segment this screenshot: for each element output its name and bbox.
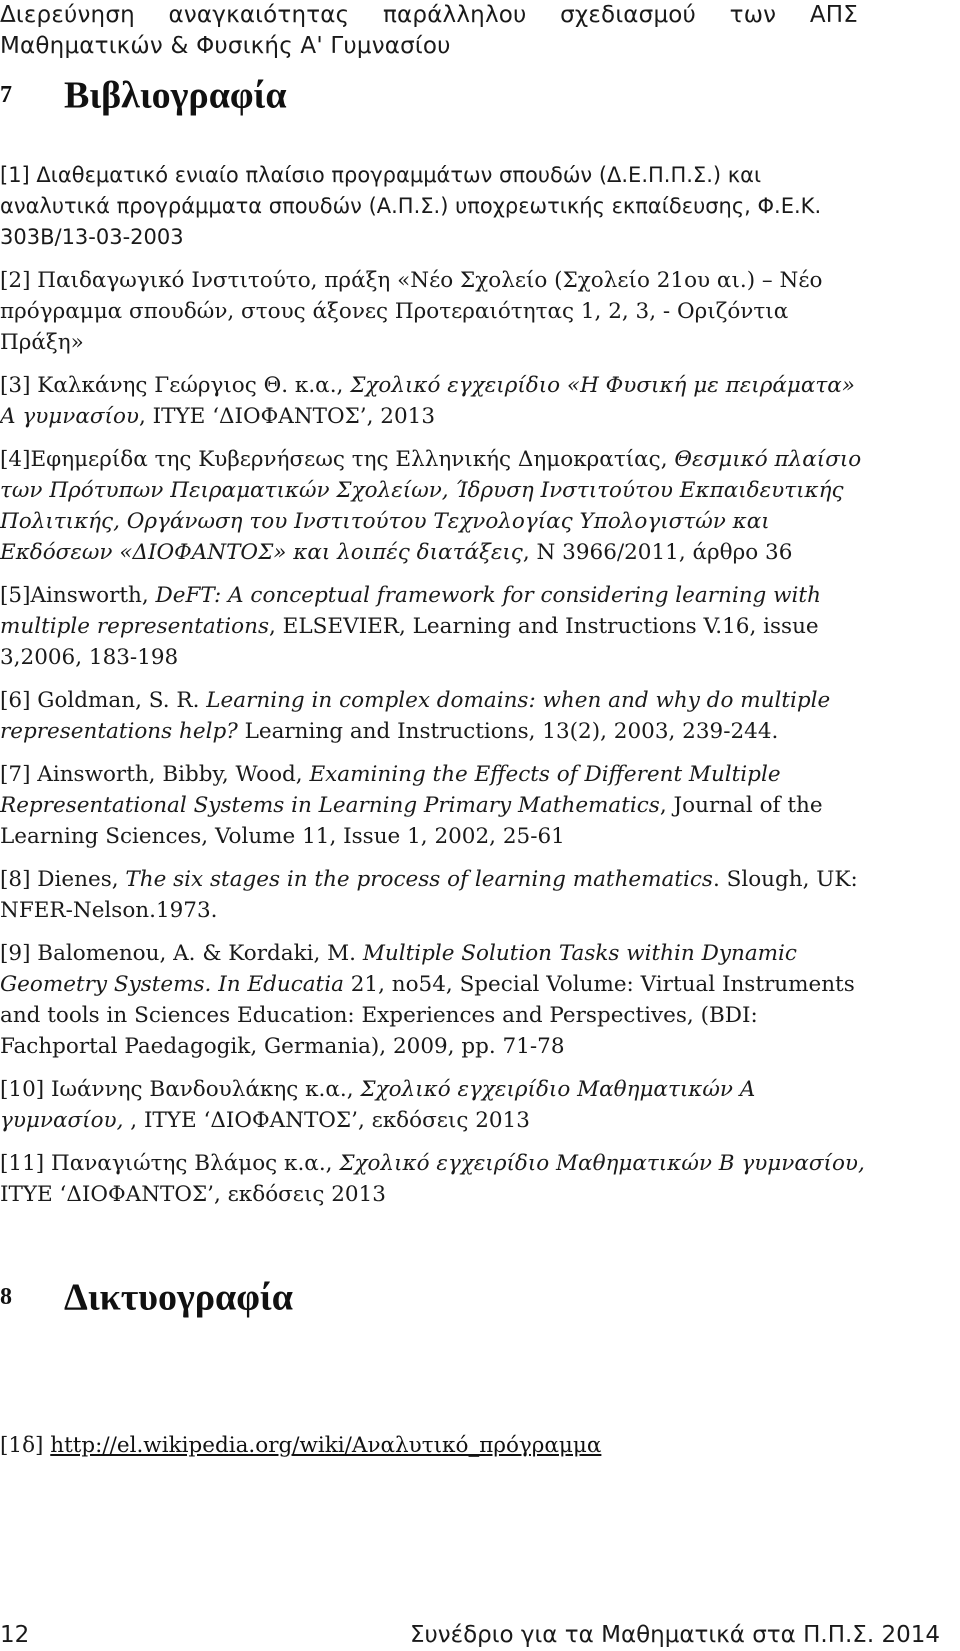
reference-1 [0, 160, 875, 253]
reference-title: Σχολικό εγχειρίδιο Μαθηματικών Α γυμνασίου, [0, 1077, 756, 1133]
reference-10 [0, 1074, 875, 1136]
reference-title: The six stages in the process of learning mathematics [125, 867, 713, 892]
reference-text: [8] Dienes, [0, 867, 126, 892]
reference-text: [9] Balomenou, A. & Kordaki, M. [0, 941, 363, 966]
section-title: Βιβλιογραφία [64, 74, 287, 117]
reference-text: ΙΤΥΕ ‘ΔΙΟΦΑΝΤΟΣ’, εκδόσεις 2013 [0, 1182, 386, 1207]
reference-text: Learning and Instructions, 13(2), 2003, 239-244. [237, 719, 779, 744]
reference-label: [1δ] [0, 1433, 44, 1458]
reference-text: 21, no54, Special Volume: Virtual Instruments and tools in Sciences Education: Experiences and Perspectives, (BDI: Fachportal Paedagogik, Germania), 2009, pp. 71-78 [0, 972, 855, 1059]
reference-8 [0, 864, 875, 926]
reference-text: [10] Ιωάννης Βανδουλάκης κ.α., [0, 1077, 361, 1102]
reference-text: [1] Διαθεματικό ενιαίο πλαίσιο προγραμμάτων σπουδών (Δ.Ε.Π.Π.Σ.) και αναλυτικά προγράμματα σπουδών (Α.Π.Σ.) υποχρεωτικής εκπαίδευσης, Φ.Ε.Κ. 303Β/13-03-2003 [0, 163, 822, 249]
reference-text: [6] Goldman, S. R. [0, 688, 207, 713]
reference-text: [4]Εφημερίδα της Κυβερνήσεως της Ελληνικής Δημοκρατίας, [0, 447, 675, 472]
reference-6 [0, 685, 875, 747]
reference-title: Multiple Solution Tasks within Dynamic Geometry Systems. In Educatia [0, 941, 797, 997]
reference-2 [0, 265, 875, 358]
page-footer [0, 1620, 940, 1650]
bibliography-heading [0, 70, 287, 117]
reference-text: [2] Παιδαγωγικό Ινστιτούτο, πράξη «Νέο Σχολείο (Σχολείο 21ου αι.) – Νέο πρόγραμμα σπουδών, στους άξονες Προτεραιότητας 1, 2, 3, - Οριζόντια Πράξη» [0, 268, 823, 355]
reference-7 [0, 759, 875, 852]
reference-3 [0, 370, 875, 432]
page-number: 12 [0, 1622, 30, 1648]
reference-11 [0, 1148, 875, 1210]
reference-title: Σχολικό εγχειρίδιο Μαθηματικών Β γυμνασίου, [339, 1151, 865, 1176]
section-number: 8 [0, 1283, 12, 1310]
reference-text: . Slough, UK: NFER-Nelson.1973. [0, 867, 858, 923]
reference-text: [7] Ainsworth, Bibby, Wood, [0, 762, 310, 787]
reference-title: DeFT: A conceptual framework for considering learning with multiple representations [0, 583, 821, 639]
reference-text: , Journal of the Learning Sciences, Volume 11, Issue 1, 2002, 25-61 [0, 793, 823, 849]
bibliography-list [0, 160, 875, 1222]
conference-name: Συνέδριο για τα Μαθηματικά στα Π.Π.Σ. 2014 [409, 1622, 940, 1648]
reference-text: [3] Καλκάνης Γεώργιος Θ. κ.α., [0, 373, 351, 398]
webography-heading [0, 1272, 293, 1319]
reference-text: , ELSEVIER, Learning and Instructions V.16, issue 3,2006, 183-198 [0, 614, 819, 670]
reference-title: Learning in complex domains: when and why do multiple representations help? [0, 688, 831, 744]
webography-entry [0, 1430, 900, 1461]
section-title: Δικτυογραφία [64, 1276, 293, 1319]
section-number: 7 [0, 81, 12, 108]
reference-text: , Ν 3966/2011, άρθρο 36 [522, 540, 793, 565]
wikipedia-link[interactable]: http://el.wikipedia.org/wiki/Αναλυτικό_πρόγραμμα [50, 1433, 602, 1458]
reference-5 [0, 580, 875, 673]
reference-9 [0, 938, 875, 1062]
reference-title: Examining the Effects of Different Multiple Representational Systems in Learning Primary Mathematics [0, 762, 781, 818]
running-header: Διερεύνηση αναγκαιότητας παράλληλου σχεδιασμού των ΑΠΣ Μαθηματικών & Φυσικής Α' Γυμνασίου [0, 2, 858, 59]
reference-title: Σχολικό εγχειρίδιο «Η Φυσική με πειράματα» Α γυμνασίου [0, 373, 855, 429]
reference-text: [5]Ainsworth, [0, 583, 156, 608]
reference-text: , ΙΤΥΕ ‘ΔΙΟΦΑΝΤΟΣ’, 2013 [138, 404, 436, 429]
reference-text: , ΙΤΥΕ ‘ΔΙΟΦΑΝΤΟΣ’, εκδόσεις 2013 [123, 1108, 530, 1133]
reference-title: Θεσμικό πλαίσιο των Πρότυπων Πειραματικών Σχολείων, Ίδρυση Ινστιτούτου Εκπαιδευτικής Πολιτικής, Οργάνωση του Ινστιτούτου Τεχνολογίας Υπολογιστών και Εκδόσεων «ΔΙΟΦΑΝΤΟΣ» και λοιπές διατάξεις [0, 447, 862, 565]
reference-4 [0, 444, 875, 568]
reference-text: [11] Παναγιώτης Βλάμος κ.α., [0, 1151, 340, 1176]
